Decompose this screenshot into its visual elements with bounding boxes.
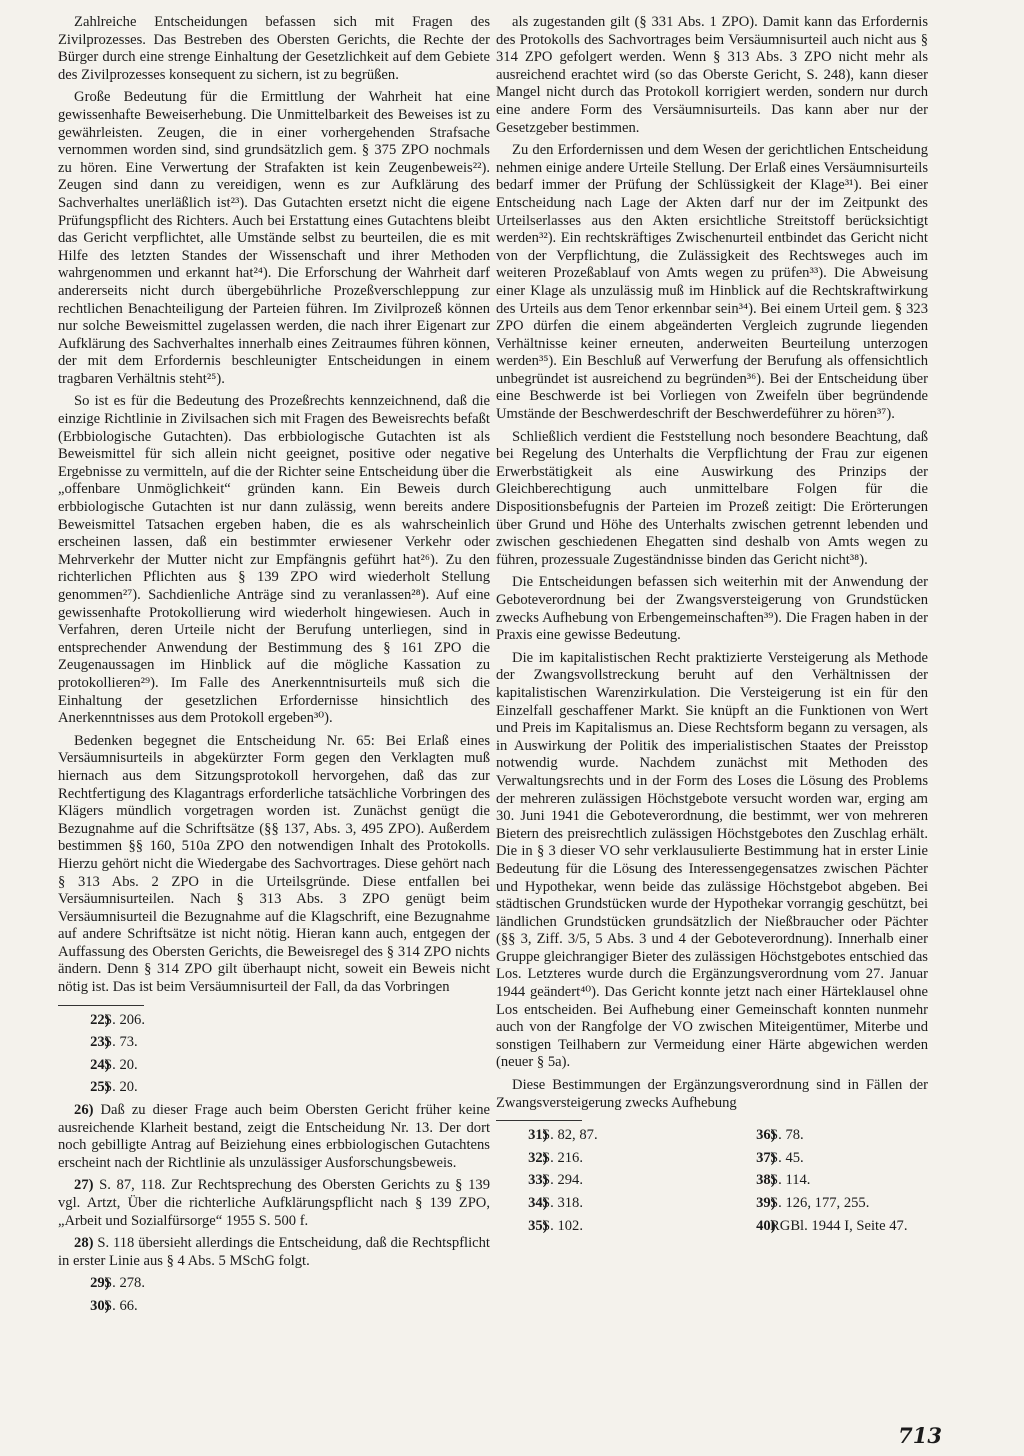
footnote-number: 40)	[756, 1217, 776, 1234]
footnote	[58, 1298, 490, 1316]
left-paragraph: Große Bedeutung für die Ermittlung der Wahrheit hat eine gewissenhafte Beweiserhebung. Die Unmittelbarkeit des Beweises ist zu gewährleisten. Zeugen, die in einer vorhergehenden Strafsache vernommen worden sind, sind grundsätzlich gem. § 375 ZPO nochmals zu hören. Eine Verwertung der Strafakten ist kein Zeugenbeweis²²). Zeugen sind dann zu vereidigen, wenn es zur Aufklärung des Sachverhaltes unerläßlich ist²³). Das Gutachten ersetzt nicht die eigene Prüfungspflicht des Richters. Auch bei Erstattung eines Gutachtens bleibt das Gericht verpflichtet, alle Umstände selbst zu beurteilen, die es mit Hilfe des letzten Standes der Wissenschaft und ihrer Methoden wahrgenommen und erkannt hat²⁴). Die Erforschung der Wahrheit darf andererseits nicht durch übergebührliche Prozeßverschleppung zur rechtlichen Benachteiligung der Parteien führen. Im Zivilprozeß können nur solche Beweismittel zugelassen werden, die nach ihrer Eigenart zur Aufklärung des Sachverhaltes innerhalb eines Zeitraumes führen können, der mit dem Erfordernis beschleunigter Entscheidungen in einem tragbaren Verhältnis steht²⁵).	[58, 89, 490, 387]
footnote	[724, 1150, 924, 1168]
footnote-text: S. 78.	[770, 1127, 804, 1144]
footnote-text: S. 82, 87.	[542, 1127, 598, 1144]
footnote-number: 33)	[528, 1172, 548, 1189]
footnote-text: S. 294.	[542, 1172, 583, 1189]
footnote-26: 26) Daß zu dieser Frage auch beim Obersten Gericht früher keine ausreichende Klarheit bestand, zeigt die Entscheidung Nr. 13. Der dort noch gebilligte Antrag auf Beiziehung eines erbbiologischen Gutachtens erscheint nach der Richtlinie als unzulässiger Ausforschungsbeweis.	[58, 1102, 491, 1171]
footnote-number: 36)	[756, 1127, 776, 1144]
footnote-number: 38)	[756, 1172, 776, 1189]
right-paragraph: Diese Bestimmungen der Ergänzungsverordnung sind in Fällen der Zwangsversteigerung zwecks Aufhebung	[496, 1077, 928, 1111]
footnote-number: 35)	[528, 1217, 548, 1234]
right-paragraph: Die Entscheidungen befassen sich weiterhin mit der Anwendung der Geboteverordnung bei der Zwangsversteigerung von Grundstücken zwecks Aufhebung von Erbengemeinschaften³⁹). Die Fragen haben in der Praxis eine gewisse Bedeutung.	[496, 574, 928, 644]
footnote	[724, 1195, 924, 1213]
footnote-text: S. 20.	[104, 1056, 138, 1073]
footnote	[724, 1127, 924, 1145]
footnote-text: S. 206.	[104, 1011, 145, 1028]
left-column	[58, 14, 490, 1321]
left-paragraph: Bedenken begegnet die Entscheidung Nr. 65: Bei Erlaß eines Versäumnisurteils in abgekürzter Form gegen den Verklagten muß hiernach aus dem Sitzungsprotokoll hervorgehen, daß das zur Rechtfertigung des Klagantrags erforderliche tatsächliche Vorbringen des Klägers mündlich vorgetragen worden ist. Zunächst genügt die Bezugnahme auf die Schriftsätze (§§ 137, Abs. 3, 495 ZPO). Außerdem bestimmen §§ 160, 510a ZPO den notwendigen Inhalt des Protokolls. Hierzu gehört nicht die Wiedergabe des Sachvortrages. Diese gehört nach § 313 Abs. 2 ZPO in die Urteilsgründe. Diese entfallen bei Versäumnisurteilen. Nach § 313 Abs. 3 ZPO genügt beim Versäumnisurteil die Bezugnahme auf die Klagschrift, eine Bezugnahme auf andere Schriftsätze ist nicht nötig. Hieran kann auch, entgegen der Auffassung des Obersten Gerichts, die Beweisregel des § 314 ZPO nichts ändern. Denn § 314 ZPO gilt überhaupt nicht, soweit ein Beweis nicht nötig ist. Das ist beim Versäumnisurteil der Fall, da das Vorbringen	[58, 732, 490, 996]
footnote-number: 32)	[528, 1149, 548, 1166]
footnote-text: S. 73.	[104, 1034, 138, 1051]
footnote-text: S. 45.	[770, 1149, 804, 1166]
footnote-number: 25)	[90, 1079, 110, 1096]
footnote-divider	[496, 1120, 582, 1121]
right-paragraph: Zu den Erfordernissen und dem Wesen der gerichtlichen Entscheidung nehmen einige andere Urteile Stellung. Der Erlaß eines Versäumnisurteils bedarf immer der Prüfung der Schlüssigkeit der Klage³¹). Bei einer Entscheidung nach Lage der Akten darf nur der im Zeitpunkt des Urteilserlasses aus den Akten ersichtliche Streitstoff berücksichtigt werden³²). Ein rechtskräftiges Zwischenurteil entbindet das Gericht nicht von der Verpflichtung, die Zulässigkeit des Rechtsweges auch im weiteren Prozeßablauf von Amts wegen zu prüfen³³). Die Abweisung einer Klage als unzulässig muß im Hinblick auf die Rechtskraftwirkung des Urteils aus dem Tenor erkennbar sein³⁴). Bei einem Urteil gem. § 323 ZPO dürfen die einem abgeänderten Vergleich zugrunde liegenden Verhältnisse keiner erneuten, anderweiten Beurteilung unterzogen werden³⁵). Ein Beschluß auf Verwerfung der Berufung als offensichtlich unbegründet ist ausreichend zu begründen³⁶). Bei der Entscheidung über eine Beschwerde ist bei Vorliegen von Zweifeln über begründende Umstände der Beschwerdeschrift der Beschwerdeführer zu hören³⁷).	[496, 142, 928, 423]
left-body-text	[58, 14, 490, 997]
footnote-divider	[58, 1005, 144, 1006]
footnote-text: S. 66.	[104, 1297, 138, 1314]
footnote	[496, 1127, 716, 1145]
footnote-text: S. 20.	[104, 1079, 138, 1096]
right-paragraph: Die im kapitalistischen Recht praktizierte Versteigerung als Methode der Zwangsvollstreckung beruht auf den Verhältnissen der kapitalistischen Warenzirkulation. Die Versteigerung ist ein für den Einzelfall geschaffener Markt. Sie knüpft an die Funktionen von Wert und Preis im Kapitalismus an. Diese Rechtsform begann zu versagen, als in Auswirkung der Politik des imperialistischen Staates der Preisstop notwendig wurde. Nachdem zunächst mit Methoden des Verwaltungsrechts und in der Form des Loses die Lösung des Problems der mehreren zulässigen Höchstgebote versucht worden war, erging am 30. Juni 1941 die Geboteverordnung, die bestimmt, wer von mehreren Bietern des preisrechtlich zulässigen Höchstgebotes den Zuschlag erhält. Die in § 3 dieser VO sehr verklausulierte Bestimmung hat in erster Linie Bedeutung für die Lösung des Interessengegensatzes zwischen Pächter und Hypothekar, wenn beide das zulässige Höchstgebot abgeben. Bei städtischen Grundstücken wurde der Hypothekar vorrangig geschützt, bei ländlichen Grundstücken grundsätzlich der Nießbraucher oder Pächter (§§ 3, Ziff. 3/5, 5 Abs. 3 und 4 der Geboteverordnung). Innerhalb einer Gruppe gleichrangiger Bieter des zulässigen Höchstgebotes entschied das Los. Letzteres wurde durch die Ergänzungsverordnung vom 27. Januar 1944 geändert⁴⁰). Das Gericht konnte jetzt nach einer Härteklausel ohne Los entscheiden. Bei Aufhebung einer Gemeinschaft konnten nunmehr auch von der Rangfolge der VO zwischen Miteigentümer, Miterbe und sonstigen Teilhabern zur Vermeidung einer Härte abgewichen werden (neuer § 5a).	[496, 649, 928, 1071]
footnote	[496, 1150, 716, 1168]
footnote-text: S. 126, 177, 255.	[770, 1195, 870, 1211]
footnote-number: 30)	[90, 1297, 110, 1314]
footnote-number: 39)	[756, 1195, 776, 1211]
footnote-number: 29)	[90, 1275, 110, 1292]
footnote-number: 24)	[90, 1056, 110, 1073]
footnote	[58, 1057, 490, 1075]
footnote-28: 28) S. 118 übersieht allerdings die Entscheidung, daß die Rechtspflicht in erster Linie aus § 4 Abs. 5 MSchG folgt.	[58, 1235, 490, 1269]
page-number: 713	[898, 1423, 942, 1448]
footnote-text: RGBl. 1944 I, Seite 47.	[770, 1217, 908, 1234]
footnote-text: S. 114.	[770, 1172, 811, 1189]
footnote	[496, 1172, 716, 1190]
footnote-number: 23)	[90, 1034, 110, 1051]
right-paragraph: Schließlich verdient die Feststellung noch besondere Beachtung, daß bei Regelung des Unterhalts die Verpflichtung der Frau zur eigenen Erwerbstätigkeit als eine Auswirkung des Prinzips der Gleichberechtigung auch unmittelbare Folgen für die Dispositionsbefugnis der Parteien im Prozeß zeitigt: Die Erörterungen über Grund und Höhe des Unterhalts zwischen getrennt lebenden und zwischen geschiedenen Ehegatten sind deshalb von Amts wegen zu führen, prozessuale Zugeständnisse binden das Gericht nicht³⁸).	[496, 428, 928, 568]
footnote	[58, 1012, 490, 1030]
footnote	[58, 1079, 490, 1097]
footnote	[496, 1195, 716, 1213]
left-paragraph: Zahlreiche Entscheidungen befassen sich mit Fragen des Zivilprozesses. Das Bestreben des Obersten Gerichts, die Rechte der Bürger durch eine strenge Einhaltung der Gesetzlichkeit auf dem Gebiete des Zivilprozesses konsequent zu sichern, ist zu begrüßen.	[58, 14, 490, 83]
footnote	[724, 1218, 924, 1236]
footnote-number: 22)	[90, 1011, 110, 1028]
footnote	[58, 1034, 490, 1052]
footnote-text: S. 102.	[542, 1217, 583, 1234]
footnote-number: 31)	[528, 1127, 548, 1144]
footnote	[496, 1218, 716, 1236]
footnote	[724, 1172, 924, 1190]
right-paragraph: als zugestanden gilt (§ 331 Abs. 1 ZPO). Damit kann das Erfordernis des Protokolls des Sachvortrages beim Versäumnisurteil auch nicht aus § 314 ZPO gefolgert werden. Wenn § 313 Abs. 3 ZPO nicht mehr als ausreichend erachtet wird (so das Oberste Gericht, S. 248), kann dieser Mangel nicht durch das Protokoll korrigiert werden, sondern nur durch eine andere Form des Versäumnisurteils. Das kann aber nur der Gesetzgeber bestimmen.	[496, 14, 928, 136]
right-column	[496, 14, 928, 1240]
footnote-text: S. 216.	[542, 1149, 583, 1166]
right-body-text	[496, 14, 928, 1112]
left-paragraph: So ist es für die Bedeutung des Prozeßrechts kennzeichnend, daß die einzige Richtlinie in Zivilsachen sich mit Fragen des Beweisrechts befaßt (Erbbiologische Gutachten). Das erbbiologische Gutachten ist als Beweismittel für sich allein nicht geeignet, positive oder negative Ergebnisse zu vermitteln, auf die der Richter seine Entscheidung über die „offenbare Unmöglichkeit“ gründen kann. Ein Beweis durch erbbiologische Gutachten ist nur dann zulässig, wenn bereits andere Beweismittel Tatsachen ergeben haben, die es als wahrscheinlich erscheinen lassen, daß ein bestimmter erwiesener Verkehr oder Mehrverkehr der Mutter nicht zur Empfängnis geführt hat²⁶). Zu den richterlichen Pflichten aus § 139 ZPO wird wiederholt Stellung genommen²⁷). Sachdienliche Anträge sind zu veranlassen²⁸). Auf eine gewissenhafte Protokollierung wird wiederholt hingewiesen. Auch in Verfahren, deren Urteile nicht der Berufung unterliegen, sind in entsprechender Anwendung der Bestimmung des § 161 ZPO die Zeugenaussagen im Hinblick auf die mögliche Kassation zu protokollieren²⁹). Im Falle des Anerkenntnisurteils muß sich die Einhaltung der gesetzlichen Erfordernisse hinsichtlich des Anerkenntnisses aus dem Protokoll ergeben³⁰).	[58, 393, 490, 727]
footnote	[58, 1275, 490, 1293]
right-footnotes	[496, 1127, 928, 1240]
footnote-text: S. 278.	[104, 1275, 145, 1292]
footnote-number: 37)	[756, 1149, 776, 1166]
footnote-text: S. 318.	[542, 1195, 583, 1211]
footnote-number: 34)	[528, 1195, 548, 1211]
footnote-27: 27) S. 87, 118. Zur Rechtsprechung des Obersten Gerichts zu § 139 vgl. Artzt, Über die richterliche Aufklärungspflicht nach § 139 ZPO, „Arbeit und Sozialfürsorge“ 1955 S. 500 f.	[58, 1177, 490, 1229]
left-footnotes	[58, 1012, 490, 1316]
